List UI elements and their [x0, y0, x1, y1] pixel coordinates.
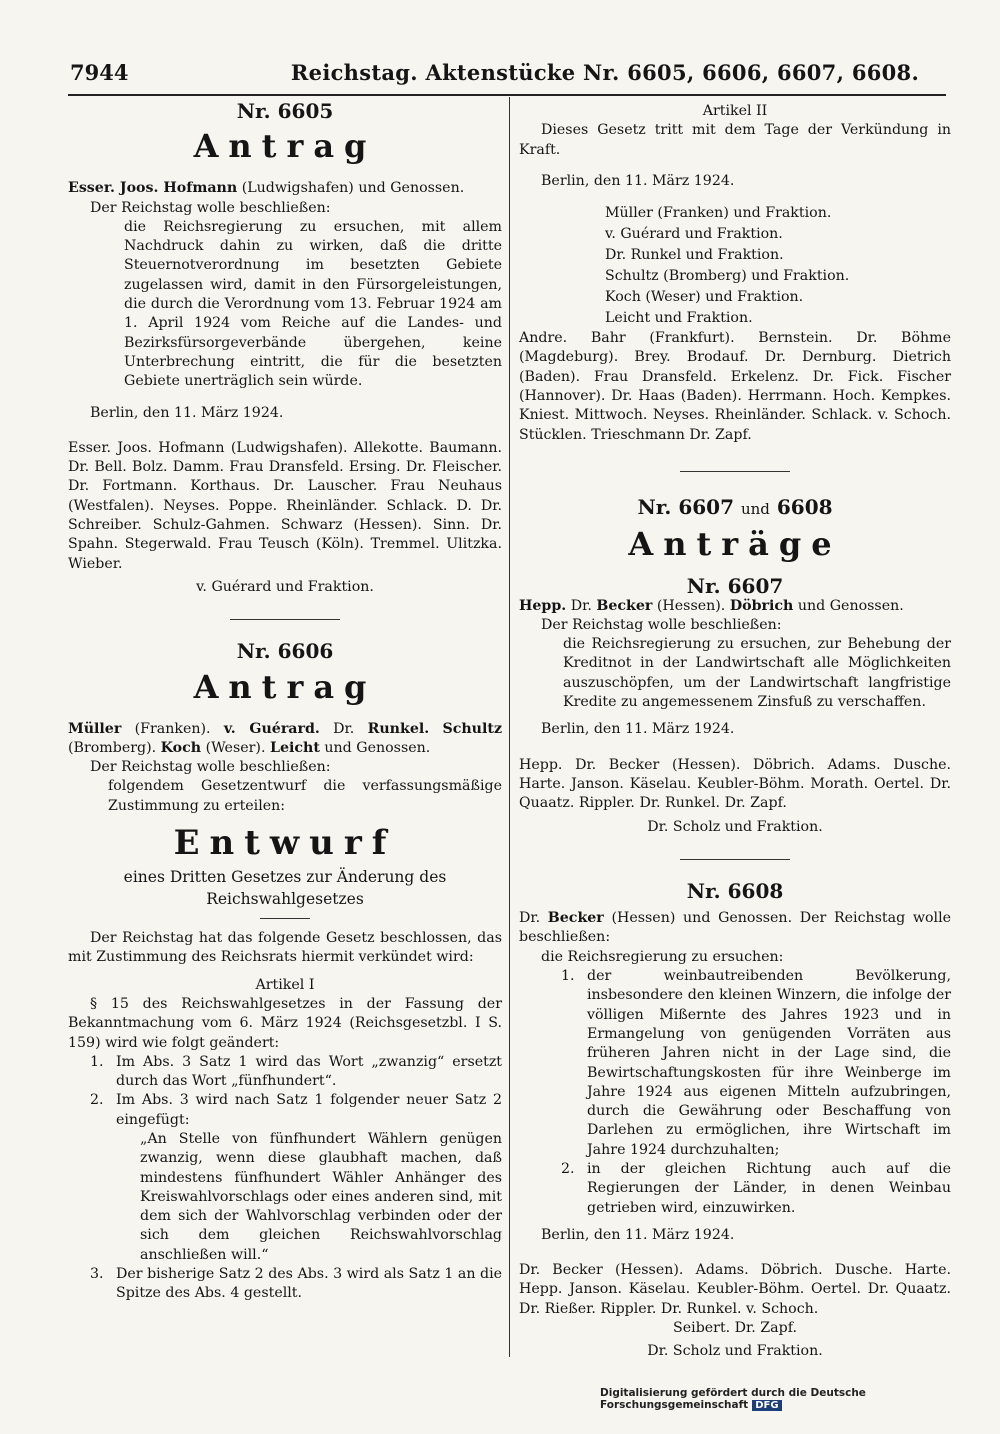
item-text: Im Abs. 3 wird nach Satz 1 folgender neuer Satz 2 eingefügt: [116, 1092, 502, 1128]
fraktion-list [519, 203, 951, 329]
mover-schultz: Schultz [442, 720, 502, 737]
item-number: 3. [90, 1266, 104, 1283]
item-text: Der bisherige Satz 2 des Abs. 3 wird als Satz 1 an die Spitze des Abs. 4 gestellt. [116, 1266, 502, 1302]
signers-6605: Esser. Joos. Hofmann (Ludwigshafen). Allekotte. Baumann. Dr. Bell. Bolz. Damm. Frau Dransfeld. Ersing. Dr. Fleischer. Dr. Fortmann. Korthaus. Dr. Lauscher. Frau Neuhaus (Westfalen). Neyses. Poppe. Rheinländer. Schlack. D. Dr. Schreiber. Schulz-Gahmen. Schwarz (Hessen). Sinn. Dr. Spahn. Stegerwald. Frau Teusch (Köln). Tremmel. Ulitzka. Wieber. [68, 439, 502, 572]
closing-6608: Dr. Scholz und Fraktion. [647, 1343, 823, 1360]
intro-6607: Der Reichstag wolle beschließen: [541, 616, 782, 633]
mover-text: Dr. [319, 720, 368, 737]
nr-6607: Nr. 6607 [637, 494, 735, 519]
item-number: 1. [561, 968, 575, 985]
section-number-6607: Nr. 6607 [686, 574, 784, 599]
section-number-6606: Nr. 6606 [236, 639, 334, 664]
section-separator [680, 859, 790, 860]
section-number-6608: Nr. 6608 [686, 878, 784, 903]
intro-6606: Der Reichstag wolle beschließen: [90, 759, 331, 776]
movers-bold: Esser. Joos. Hofmann [68, 180, 238, 197]
list-item [68, 1265, 502, 1304]
fraktion-line: v. Guérard und Fraktion. [605, 226, 783, 243]
mover-text: und Genossen. [793, 597, 904, 614]
closing-6605: v. Guérard und Fraktion. [196, 578, 374, 595]
movers-rest: (Ludwigshafen) und Genossen. [237, 180, 465, 197]
movers-6605 [68, 179, 502, 198]
fraktion-line: Koch (Weser) und Fraktion. [605, 289, 804, 306]
mover-guerard: v. Guérard. [223, 720, 320, 737]
article-1-body: § 15 des Reichswahlgesetzes in der Fassung der Bekanntmachung vom 6. März 1924 (Reichsgesetzbl. I S. 159) wird wie folgt geändert: [68, 995, 502, 1051]
article-1-title: Artikel I [255, 976, 315, 993]
nr-und: und [740, 499, 770, 518]
mover-text: (Hessen). [652, 597, 730, 614]
fraktion-line: Schultz (Bromberg) und Fraktion. [605, 268, 850, 285]
mover-hepp: Hepp. [519, 597, 567, 614]
section-number-6605: Nr. 6605 [236, 99, 334, 123]
entwurf-title: Entwurf [173, 823, 397, 864]
intro-6608: die Reichsregierung zu ersuchen: [541, 948, 784, 965]
mover-koch: Koch [160, 739, 202, 756]
signers-6608: Dr. Becker (Hessen). Adams. Döbrich. Dusche. Harte. Hepp. Janson. Käselau. Keubler-Böhm. Oertel. Dr. Quaatz. Dr. Rießer. Rippler. Dr. Runkel. v. Schoch. [519, 1262, 951, 1317]
section-title-6606: Antrag [193, 667, 377, 706]
page-number: 7944 [70, 60, 129, 85]
items-6608 [519, 967, 951, 1218]
article-2-title: Artikel II [702, 103, 768, 119]
section-title-6605: Antrag [193, 127, 377, 166]
footer-text: Digitalisierung gefördert durch die Deutsche Forschungsgemeinschaft [600, 1387, 866, 1411]
section-number-6607-6608 [519, 494, 951, 519]
list-item [68, 1091, 502, 1130]
article-1-items [68, 1053, 502, 1130]
mover-text: Dr. [519, 910, 548, 927]
closing-6607: Dr. Scholz und Fraktion. [647, 818, 823, 835]
fraktion-line: Müller (Franken) und Fraktion. [605, 205, 832, 222]
mover-text: (Hessen) und Genossen. Der Reichstag wolle beschließen: [519, 910, 951, 946]
mover-text [429, 721, 442, 737]
antraege-title: Anträge [628, 525, 842, 564]
entwurf-subtitle: eines Dritten Gesetzes zur Änderung des Reichswahlgesetzes [123, 868, 447, 909]
item-number: 1. [90, 1053, 104, 1070]
item-text: Im Abs. 3 Satz 1 wird das Wort „zwanzig“ ersetzt durch das Wort „fünfhundert“. [116, 1053, 502, 1090]
list-item [539, 967, 951, 1160]
body-6605: die Reichsregierung zu ersuchen, mit allem Nachdruck dahin zu wirken, daß die dritte Steuernotverordnung im besetzten Gebiete zugelassen wird, damit in den Fürsorgeleistungen, die durch die Verordnung vom 13. Februar 1924 am 1. April 1924 vom Reiche auf die Landes- und Bezirksfürsorgeverbände übergehen, keine Unterbrechung eintritt, die für die besetzten Gebiete unerträglich sein würde. [124, 218, 502, 390]
movers-6607 [519, 597, 951, 616]
page-header [70, 58, 940, 90]
mover-runkel: Runkel. [367, 720, 430, 737]
signers-6606: Andre. Bahr (Frankfurt). Bernstein. Dr. Böhme (Magdeburg). Brey. Brodauf. Dr. Dernburg. Dietrich (Baden). Frau Dransfeld. Erkelenz. Dr. Fick. Fischer (Hannover). Dr. Haas (Baden). Herrmann. Hoch. Kempkes. Kniest. Mittwoch. Neyses. Rheinländer. Schlack. v. Schoch. Stücklen. Trieschmann Dr. Zapf. [519, 330, 951, 443]
intro-6605: Der Reichstag wolle beschließen: [90, 199, 331, 216]
dfg-logo: DFG [752, 1400, 781, 1411]
mover-becker: Becker [596, 597, 653, 614]
fraktion-line: Leicht und Fraktion. [605, 310, 753, 327]
mover-becker: Becker [547, 910, 604, 927]
mover-mueller: Müller [68, 720, 122, 737]
preamble: Der Reichstag hat das folgende Gesetz beschlossen, das mit Zustimmung des Reichsrats hiermit verkündet wird: [68, 930, 502, 966]
date-6607: Berlin, den 11. März 1924. [541, 721, 735, 738]
right-column [519, 102, 951, 1362]
date-6605: Berlin, den 11. März 1924. [90, 404, 284, 421]
body-6606: folgendem Gesetzentwurf die verfassungsmäßige Zustimmung zu erteilen: [108, 778, 502, 814]
mover-text: (Weser). [201, 739, 270, 756]
inserted-sentence-quote: „An Stelle von fünfhundert Wählern genügen zwanzig, wenn diese glaubhaft machen, daß mindestens fünfhundert Wähler Anhänger des Kreiswahlvorschlags oder eines anderen sind, mit dem sich der Wahlvorschlag verbinden oder der sich dem gleichen Reichswahlvorschlag anschließen will.“ [140, 1130, 502, 1263]
section-separator [680, 471, 790, 472]
header-rule [68, 94, 946, 96]
movers-6608 [519, 909, 951, 948]
entwurf-rule [260, 918, 310, 919]
article-2-body: Dieses Gesetz tritt mit dem Tage der Verkündung in Kraft. [519, 122, 951, 158]
date-6608: Berlin, den 11. März 1924. [541, 1226, 735, 1243]
body-6607: die Reichsregierung zu ersuchen, zur Behebung der Kreditnot in der Landwirtschaft alle Möglichkeiten auszuschöpfen, um der Landwirtschaft langfristige Kredite zu angemessenem Zinsfuß zu verschaffen. [563, 636, 951, 711]
left-column [68, 99, 502, 1304]
item-text: der weinbautreibenden Bevölkerung, insbesondere den kleinen Winzern, die infolge der völligen Mißernte des Jahres 1923 und in Ermangelung von genügenden Vorräten aus früheren Jahren nicht in der Lage sind, die Bewirtschaftungskosten für ihre Weinberge im Jahre 1924 aus eigenen Mitteln aufzubringen, durch die Gewährung oder Beschaffung von Darlehen zu ermöglichen, ihre Wirtschaft im Jahre 1924 durchzuhalten; [587, 968, 951, 1158]
column-divider [509, 97, 510, 1357]
item-number: 2. [561, 1160, 575, 1177]
mover-leicht: Leicht [269, 739, 320, 756]
section-separator [230, 619, 340, 620]
list-item [539, 1160, 951, 1218]
signers-6608-last: Seibert. Dr. Zapf. [673, 1320, 797, 1337]
item-number: 2. [90, 1092, 104, 1109]
mover-doebrich: Döbrich [729, 597, 794, 614]
list-item [68, 1053, 502, 1092]
fraktion-line: Dr. Runkel und Fraktion. [605, 247, 784, 264]
item-text: in der gleichen Richtung auch auf die Regierungen der Länder, in denen Weinbau getrieben wird, einzuwirken. [587, 1160, 951, 1216]
mover-text: und Genossen. [319, 739, 431, 756]
running-title: Reichstag. Aktenstücke Nr. 6605, 6606, 6607, 6608. [290, 60, 920, 85]
mover-text: (Franken). [121, 720, 224, 737]
article-1-items-cont [68, 1265, 502, 1304]
digitization-footer [600, 1387, 1000, 1411]
signers-6607: Hepp. Dr. Becker (Hessen). Döbrich. Adams. Dusche. Harte. Janson. Käselau. Keubler-Böhm. Morath. Oertel. Dr. Quaatz. Rippler. Dr. Runkel. Dr. Zapf. [519, 756, 951, 812]
nr-6608: 6608 [776, 494, 833, 519]
mover-text: (Bromberg). [68, 739, 161, 756]
movers-6606 [68, 720, 502, 759]
mover-text: Dr. [566, 597, 597, 614]
date-6606: Berlin, den 11. März 1924. [541, 172, 735, 189]
